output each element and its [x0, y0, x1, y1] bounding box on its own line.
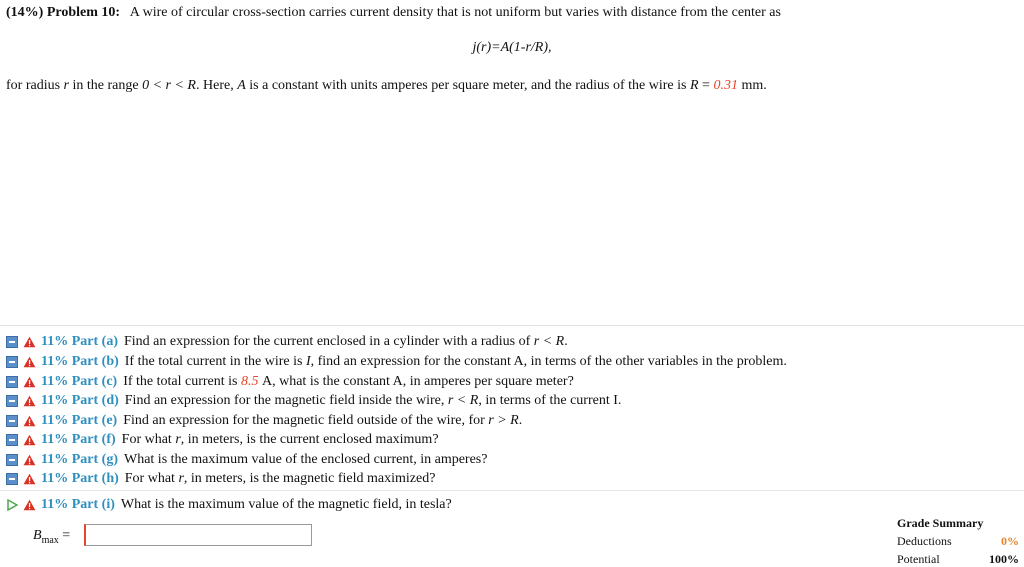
- radius-value: 0.31: [713, 78, 738, 93]
- potential-label: Potential: [897, 552, 940, 566]
- part-question-text: What is the maximum value of the magnetic field, in tesla?: [120, 497, 452, 512]
- range-in: in the range: [72, 78, 139, 93]
- active-part-divider: [0, 490, 1024, 491]
- expand-square-icon[interactable]: [6, 336, 18, 348]
- warning-icon: [23, 415, 36, 427]
- answer-subscript: max: [41, 534, 59, 546]
- potential-row: [897, 552, 1019, 567]
- expand-square-icon[interactable]: [6, 415, 18, 427]
- section-divider: [0, 325, 1024, 326]
- part-label[interactable]: 11% Part (h): [41, 471, 119, 486]
- warning-icon: [23, 454, 36, 466]
- part-row[interactable]: [6, 353, 787, 371]
- expand-square-icon[interactable]: [6, 473, 18, 485]
- warning-icon: [23, 356, 36, 368]
- expand-square-icon[interactable]: [6, 376, 18, 388]
- part-row[interactable]: [6, 392, 621, 410]
- part-question-text: What is the maximum value of the enclosed current, in amperes?: [123, 452, 488, 467]
- current-density-formula: j(r)=A(1-r/R),: [472, 40, 552, 55]
- constant-A: A: [237, 78, 246, 93]
- grade-summary: [897, 516, 1019, 567]
- warning-icon: [23, 473, 36, 485]
- part-row[interactable]: [6, 431, 439, 449]
- part-question-text: Find an expression for the magnetic field outside of the wire, for: [123, 413, 485, 428]
- deductions-value: 0%: [1001, 534, 1019, 548]
- part-math: 8.5: [241, 374, 259, 389]
- problem-range-line: [6, 78, 767, 94]
- part-row[interactable]: [6, 470, 435, 488]
- problem-title-line: [6, 5, 781, 21]
- deductions-row: [897, 534, 1019, 549]
- radius-symbol: R: [689, 78, 699, 93]
- part-label[interactable]: 11% Part (b): [41, 354, 119, 369]
- part-question-text-after: , in meters, is the current enclosed maximum?: [180, 432, 439, 447]
- warning-icon: [23, 395, 36, 407]
- warning-icon: [23, 376, 36, 388]
- part-question-text-after: .: [564, 334, 568, 349]
- play-icon[interactable]: [6, 499, 18, 511]
- part-row[interactable]: [6, 451, 487, 469]
- part-question-text-after: A, what is the constant A, in amperes per square meter?: [262, 374, 574, 389]
- part-question-text: If the total current in the wire is: [124, 354, 303, 369]
- part-row[interactable]: [6, 333, 568, 351]
- part-row[interactable]: [6, 373, 574, 391]
- part-math: I: [305, 354, 311, 369]
- part-math: r < R: [447, 393, 479, 408]
- expand-square-icon[interactable]: [6, 434, 18, 446]
- problem-weight: (14%): [6, 5, 44, 20]
- radius-equals: =: [698, 78, 714, 93]
- warning-icon: [23, 434, 36, 446]
- part-label[interactable]: 11% Part (a): [41, 334, 118, 349]
- part-math: r > R: [488, 413, 519, 428]
- part-question-text: Find an expression for the magnetic field inside the wire,: [124, 393, 445, 408]
- range-prefix: for radius: [6, 78, 61, 93]
- expand-square-icon[interactable]: [6, 356, 18, 368]
- potential-value: 100%: [989, 552, 1019, 566]
- part-question-text: Find an expression for the current enclosed in a cylinder with a radius of: [123, 334, 531, 349]
- deductions-label: Deductions: [897, 534, 952, 548]
- warning-icon: [23, 499, 36, 511]
- part-question-text-after: , in meters, is the magnetic field maximized?: [183, 471, 436, 486]
- part-math: r < R: [533, 334, 565, 349]
- part-row[interactable]: [6, 412, 522, 430]
- problem-label: Problem 10:: [46, 5, 121, 20]
- part-question-text-after: .: [518, 413, 523, 428]
- part-label[interactable]: 11% Part (g): [41, 452, 118, 467]
- part-label[interactable]: 11% Part (e): [41, 413, 118, 428]
- warning-icon: [23, 336, 36, 348]
- expand-square-icon[interactable]: [6, 395, 18, 407]
- part-question-text-after: , in terms of the current I.: [478, 393, 622, 408]
- problem-intro: A wire of circular cross-section carries current density that is not uniform but varies with distance from the center as: [129, 5, 781, 20]
- answer-label: [33, 528, 70, 546]
- part-label[interactable]: 11% Part (f): [41, 432, 116, 447]
- part-label[interactable]: 11% Part (i): [41, 497, 115, 512]
- range-here: . Here,: [196, 78, 234, 93]
- part-label[interactable]: 11% Part (c): [41, 374, 118, 389]
- part-row[interactable]: [6, 496, 452, 514]
- range-inequality: 0 < r < R: [142, 78, 196, 93]
- part-math: r: [175, 432, 181, 447]
- part-question-text: For what: [121, 432, 172, 447]
- answer-input[interactable]: [84, 524, 312, 546]
- radius-unit: mm.: [741, 78, 767, 93]
- answer-symbol: B: [33, 528, 42, 543]
- part-question-text: For what: [124, 471, 175, 486]
- range-r: r: [63, 78, 69, 93]
- part-math: r: [178, 471, 184, 486]
- part-question-text-after: , find an expression for the constant A, in terms of the other variables in the problem.: [310, 354, 787, 369]
- answer-equals: =: [58, 528, 71, 543]
- grade-summary-title: Grade Summary: [897, 516, 984, 530]
- part-question-text: If the total current is: [123, 374, 238, 389]
- constant-description: is a constant with units amperes per square meter, and the radius of the wire is: [249, 78, 687, 93]
- expand-square-icon[interactable]: [6, 454, 18, 466]
- part-label[interactable]: 11% Part (d): [41, 393, 119, 408]
